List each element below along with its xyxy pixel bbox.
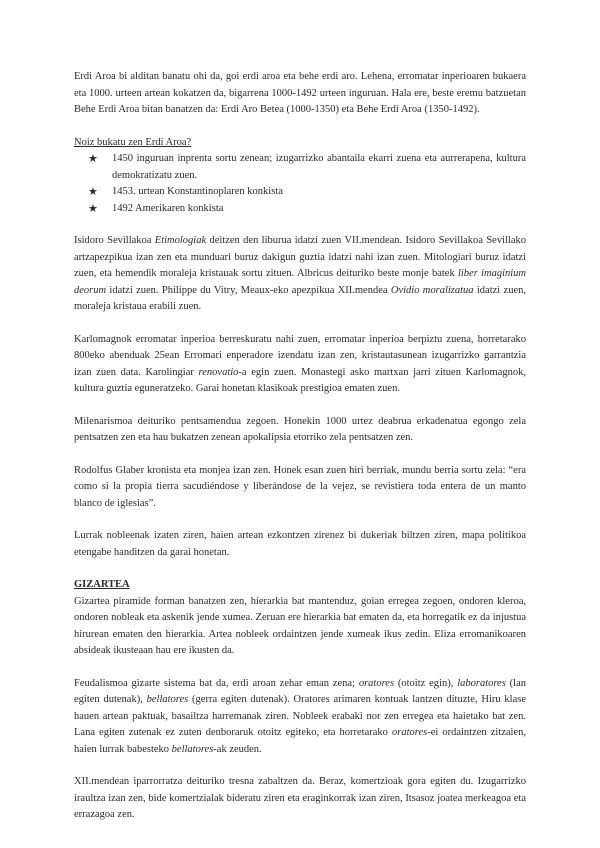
latin-term: oratores	[358, 677, 395, 689]
book-title: Etimologiak	[154, 235, 207, 246]
feudalismo-paragraph	[74, 676, 526, 759]
text-run: (otoitz egin),	[394, 677, 458, 689]
spacer	[74, 447, 526, 463]
list-item-text: 1450 inguruan inprenta sortu zenean; izugarrizko abantaila ekarri zuena eta aurrerapena, kultura demokratizatu zuen.	[112, 153, 526, 181]
text-run: -ei ordaintzen zitzaien, haien lurrak babesteko	[74, 727, 527, 755]
text-run: -ak zeuden.	[213, 743, 262, 755]
latin-term: laboratores	[457, 677, 506, 689]
milenarismo-paragraph: Milenarismoa deituriko pentsamendua zegoen. Honekin 1000 urtez deabrua erkadenatua egongo zela pentsatzen zen eta hau bukatzen zenean apokalipsia etorriko zela pentsatzen zen.	[74, 415, 526, 443]
list-item-text: 1492 Amerikaren konkista	[112, 202, 224, 214]
gizartea-paragraph-1: Gizartea piramide forman banatzen zen, hierarkia bat mantenduz, goian erregea zegoen, ondoren kleroa, ondoren nobleak eta askenik jende xumea. Zeruan ere hierarkia bat ematen da, eta horregatik ez da injustua hirurean ematen den hierarkia. Artea nobleek ordaintzen jende xumeak ikus zedin. Eliza erromanikoaren absideak ikusteaan hau ere ikusten da.	[74, 595, 526, 656]
spacer	[74, 217, 526, 233]
spacer	[74, 758, 526, 774]
document-page	[74, 69, 526, 824]
bullet-list	[74, 151, 526, 217]
lurrak-paragraph: Lurrak nobleenak izaten ziren, haien artean ezkontzen zirenez bi dukeriak biltzen ziren, mapa politikoa etengabe handitzen da garai honetan.	[74, 530, 526, 558]
latin-term: bellatores	[171, 743, 214, 755]
karlomagno-paragraph	[74, 332, 526, 398]
spacer	[74, 119, 526, 135]
latin-term: oratores	[392, 727, 428, 738]
latin-term: renovatio	[198, 366, 239, 378]
list-item	[88, 184, 526, 201]
list-item	[88, 151, 526, 184]
list-item-text: 1453. urtean Konstantinoplaren konkista	[112, 186, 283, 197]
text-run: Rodolfus Glaber kronista eta monjea izan zen. Honek esan zuen hiri berriak, mundu berria sortu zela:	[74, 464, 509, 476]
spacer	[74, 316, 526, 332]
spacer	[74, 398, 526, 414]
star-bullet-icon: ★	[88, 152, 98, 165]
text-run: (lan egiten dutenak),	[74, 677, 526, 705]
star-bullet-icon: ★	[88, 185, 98, 198]
text-run: -a egin zuen. Monastegi asko martxan jarri zituen Karlomagnok, kultura guztia eguneratzeko. Garai honetan klasikoak prestigioa ematen zuen.	[74, 366, 526, 394]
spacer	[74, 512, 526, 528]
iparrorratza-paragraph: XII.mendean iparrorratza deituriko tresna zabaltzen da. Beraz, komertzioak gora egiten du. Izugarrizko iraultza izan zen, bide komertzialak bideratu ziren eta eraginkorrak izan ziren, Itsasoz joatea merkeagoa eta errazagoa zen.	[74, 776, 526, 820]
text-run: Karlomagnok erromatar inperioa berreskuratu nahi zuen, erromatar inperioa berpiztu zuena, horretarako 800eko abenduak 25ean Erromari enperadore izendatu izan zen, kristautasunean izugarrizko garrantzia izan zuen data. Karolingiar	[74, 333, 526, 378]
spacer	[74, 561, 526, 577]
text-run: Isidoro Sevillakoa	[74, 235, 155, 246]
section-heading-gizartea: GIZARTEA	[74, 579, 130, 590]
text-run: idatzi zuen, moraleja kristaua erabili zuen.	[74, 284, 526, 312]
isidoro-paragraph	[74, 233, 526, 316]
star-bullet-icon: ★	[88, 201, 98, 215]
book-title: liber imaginium deorum	[74, 268, 526, 296]
text-run: idatzi zuen. Philippe du Vitry, Meaux-eko apezpikua XII.mendea	[106, 284, 391, 296]
latin-term: bellatores	[146, 694, 189, 705]
text-run: Feudalismoa gizarte sistema bat da, erdi aroan zehar eman zena;	[74, 677, 359, 689]
rodolfus-paragraph	[74, 463, 526, 513]
quotation: “era como si la propia tierra sacudiéndose y liberándose de la vejez, se revistiera toda entera de un manto blanco de iglesias”.	[74, 464, 526, 509]
text-run: deitzen den liburua idatzi zuen VII.mendean. Isidoro Sevillakoa Sevillako artzapezpikua izan zen eta munduari buruz dakigun guztia idatzi nahi izan zuen. Mitologiari buruz idatzi zuen, eta hemendik moraleja kristauak sortu zituen. Albricus deituriko beste monje batek	[74, 235, 526, 279]
text-run: (gerra egiten dutenak). Oratores arimaren kontuak lantzen dituzte, Hiru klase hauen artean paktuak, basailtza harremanak ziren. Nobleek erabaki nor zen erregea eta haietako bat zen. Lana egiten zutenak ez zuten denboraruk otoitz egiteko, eta horretarako	[74, 694, 527, 738]
book-title: Ovidio moralizatua	[390, 284, 474, 296]
list-item	[88, 201, 526, 218]
intro-paragraph: Erdi Aroa bi alditan banatu ohi da, goi erdi aroa eta behe erdi aro. Lehena, erromatar inperioaren bukaera eta 1000. urteen artean kokatzen da, bigarrena 1000-1492 urteen inguruan. Hala ere, beste eremu batzuetan Behe Erdi Aroa bitan banatzen da: Erdi Aro Betea (1000-1350) eta Behe Erdi Aroa (1350-1492).	[74, 71, 526, 115]
spacer	[74, 660, 526, 676]
section-heading-end-of-middle-ages: Noiz bukatu zen Erdi Aroa?	[74, 136, 192, 148]
